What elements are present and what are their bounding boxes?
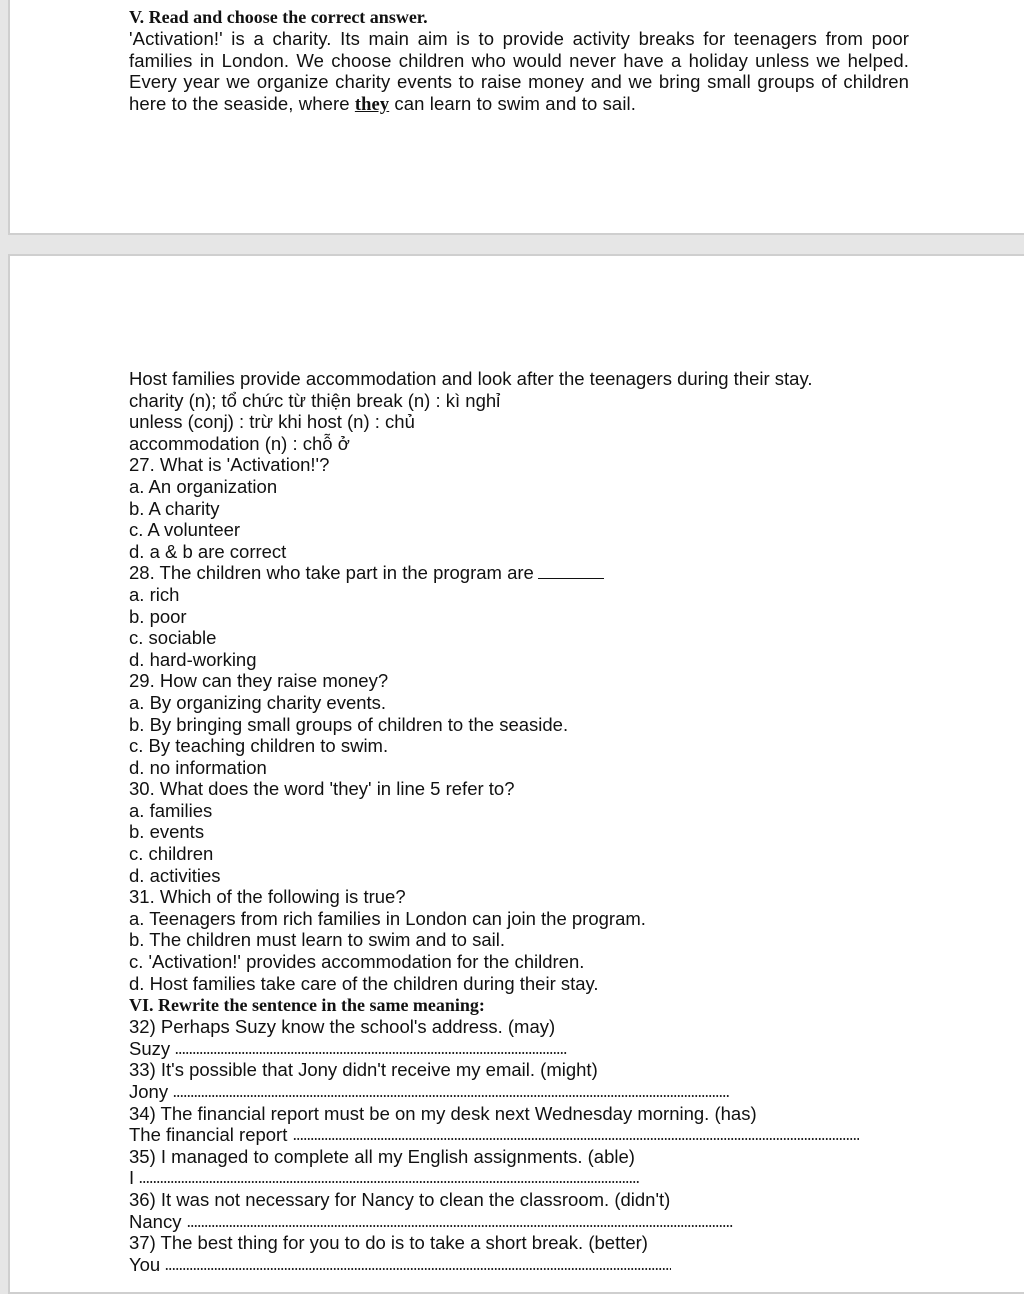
rewrite-item-37 (129, 1232, 909, 1275)
answer-option: b. events (129, 821, 205, 843)
question-stem: 27. What is 'Activation!'? (129, 454, 330, 476)
answer-option: d. activities (129, 864, 221, 886)
answer-option: a. families (129, 799, 213, 821)
rewrite-item-36 (129, 1189, 909, 1232)
question-31 (129, 886, 909, 994)
answer-option: d. a & b are correct (129, 540, 287, 562)
page-1 (8, 0, 1024, 235)
answer-option: d. hard-working (129, 648, 257, 670)
rewrite-answer-line (129, 1124, 909, 1146)
answer-blank[interactable] (538, 564, 604, 579)
answer-option: b. The children must learn to swim and to sail. (129, 929, 505, 951)
answer-option: c. 'Activation!' provides accommodation for the children. (129, 951, 585, 973)
rewrite-item-35 (129, 1146, 909, 1189)
question-stem: 31. Which of the following is true? (129, 886, 406, 908)
passage-text: 'Activation!' is a charity. Its main aim is to provide activity breaks for teenagers from poor families in London. We choose children who would never have a holiday unless we helped. Every year we organize charity events to raise money and we bring small groups of children here to the seaside, where (129, 28, 909, 114)
answer-option: a. rich (129, 583, 180, 605)
rewrite-prompt: 34) The financial report must be on my desk next Wednesday morning. (has) (129, 1102, 757, 1124)
glossary-line: unless (conj) : trừ khi host (n) : chủ (129, 411, 415, 433)
passage-text-end: can learn to swim and to sail. (389, 92, 636, 114)
question-27 (129, 454, 909, 562)
question-stem: 30. What does the word 'they' in line 5 refer to? (129, 778, 515, 800)
referenced-word-they: they (354, 94, 390, 115)
question-28 (129, 562, 909, 670)
section-6-heading: VI. Rewrite the sentence in the same meaning: (129, 995, 485, 1016)
rewrite-answer-line (129, 1038, 909, 1060)
question-stem: 28. The children who take part in the program are (129, 562, 534, 584)
rewrite-item-34 (129, 1103, 909, 1146)
answer-option: a. An organization (129, 475, 278, 497)
section-5-heading: V. Read and choose the correct answer. (129, 7, 428, 27)
answer-option: a. Teenagers from rich families in London can join the program. (129, 907, 646, 929)
rewrite-start: Jony (129, 1081, 169, 1102)
page-2 (8, 254, 1024, 1294)
question-stem: 29. How can they raise money? (129, 670, 389, 692)
passage-continuation: Host families provide accommodation and look after the teenagers during their stay. (129, 368, 813, 389)
answer-option: c. sociable (129, 627, 217, 649)
reading-passage (129, 28, 909, 116)
rewrite-prompt: 32) Perhaps Suzy know the school's address. (may) (129, 1016, 556, 1038)
rewrite-start: You (129, 1253, 161, 1275)
answer-dotted-line[interactable] (175, 1049, 567, 1055)
answer-dotted-line[interactable] (293, 1135, 859, 1141)
rewrite-prompt: 36) It was not necessary for Nancy to clean the classroom. (didn't) (129, 1188, 671, 1210)
rewrite-item-32 (129, 1016, 909, 1059)
rewrite-start: Suzy (129, 1037, 171, 1059)
rewrite-prompt: 33) It's possible that Jony didn't receive my email. (might) (129, 1059, 598, 1081)
glossary-line: accommodation (n) : chỗ ở (129, 432, 350, 454)
answer-option: d. Host families take care of the children during their stay. (129, 972, 599, 994)
question-29 (129, 670, 909, 778)
glossary-line: charity (n); tổ chức từ thiện break (n) : kì nghỉ (129, 389, 501, 411)
page-2-content (129, 368, 909, 1275)
rewrite-answer-line (129, 1167, 909, 1189)
question-30 (129, 778, 909, 886)
answer-option: b. A charity (129, 497, 220, 519)
answer-dotted-line[interactable] (187, 1222, 733, 1228)
answer-option: c. By teaching children to swim. (129, 735, 389, 757)
rewrite-answer-line (129, 1211, 909, 1233)
rewrite-start: Nancy (129, 1210, 182, 1232)
rewrite-start: I (129, 1167, 135, 1189)
answer-option: b. By bringing small groups of children to the seaside. (129, 713, 569, 735)
answer-dotted-line[interactable] (139, 1178, 639, 1184)
rewrite-item-33 (129, 1059, 909, 1102)
question-stem-line (129, 562, 909, 584)
answer-option: c. children (129, 843, 214, 865)
rewrite-prompt: 37) The best thing for you to do is to take a short break. (better) (129, 1232, 648, 1254)
page-1-content (129, 6, 909, 116)
rewrite-prompt: 35) I managed to complete all my English assignments. (able) (129, 1145, 635, 1167)
rewrite-answer-line (129, 1081, 909, 1103)
answer-option: d. no information (129, 756, 267, 778)
answer-dotted-line[interactable] (165, 1265, 671, 1271)
rewrite-answer-line (129, 1254, 909, 1276)
answer-dotted-line[interactable] (173, 1092, 729, 1098)
answer-option: a. By organizing charity events. (129, 691, 387, 713)
answer-option: b. poor (129, 605, 187, 627)
answer-option: c. A volunteer (129, 519, 241, 541)
rewrite-start: The financial report (129, 1124, 288, 1146)
